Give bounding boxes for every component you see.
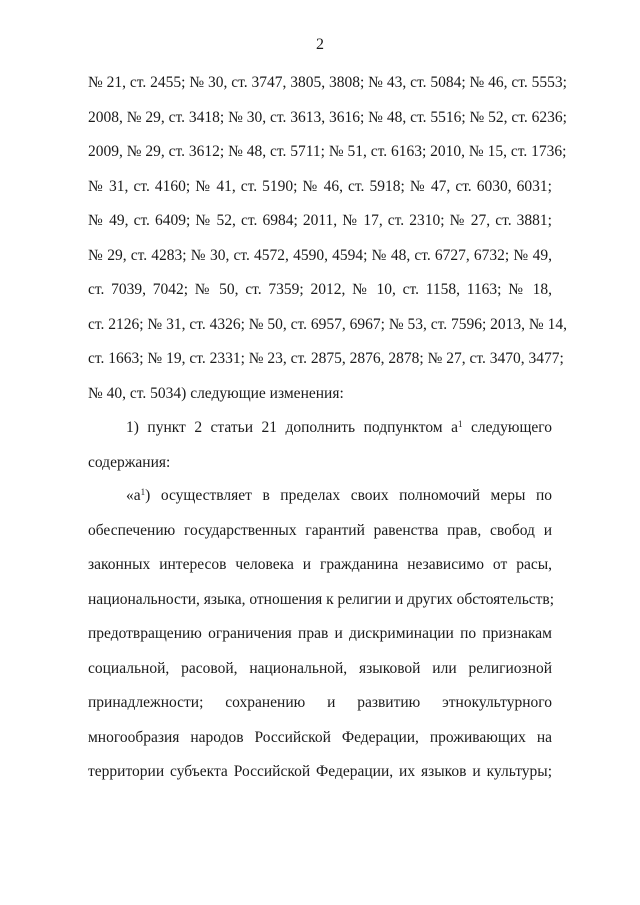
superscript: 1	[457, 419, 463, 429]
citation-line: 2008, № 29, ст. 3418; № 30, ст. 3613, 3616; № 48, ст. 5516; № 52, ст. 6236;	[88, 108, 567, 126]
quote-line: социальной, расовой, национальной, языковой или религиозной	[88, 659, 552, 677]
quote-line: принадлежности; сохранению и развитию этнокультурного	[88, 694, 552, 711]
citation-line: № 29, ст. 4283; № 30, ст. 4572, 4590, 4594; № 48, ст. 6727, 6732; № 49,	[88, 246, 552, 264]
quote-first-line: «$а^1$) осуществляет в пределах своих полномочий меры по	[126, 487, 552, 504]
citation-line: 2009, № 29, ст. 3612; № 48, ст. 5711; № 51, ст. 6163; 2010, № 15, ст. 1736;	[88, 143, 567, 160]
quote-line: предотвращению ограничения прав и дискриминации по признакам	[88, 625, 552, 642]
citation-line: № 31, ст. 4160; № 41, ст. 5190; № 46, ст. 5918; № 47, ст. 6030, 6031;	[88, 177, 552, 195]
item-1-paragraph	[88, 419, 552, 488]
citation-line: ст. 1663; № 19, ст. 2331; № 23, ст. 2875, 2876, 2878; № 27, ст. 3470, 3477;	[88, 350, 564, 367]
superscript: 1	[140, 487, 146, 497]
quote-line: многообразия народов Российской Федерации, проживающих на	[88, 728, 552, 746]
citation-line: ст. 7039, 7042; № 50, ст. 7359; 2012, № 10, ст. 1158, 1163; № 18,	[88, 281, 552, 298]
item-1-line: 1) пункт 2 статьи 21 дополнить подпунктом $а^1$ следующего	[126, 419, 552, 436]
page-number: 2	[316, 36, 324, 53]
citation-line: № 49, ст. 6409; № 52, ст. 6984; 2011, № 17, ст. 2310; № 27, ст. 3881;	[88, 212, 552, 229]
citation-line: ст. 2126; № 31, ст. 4326; № 50, ст. 6957, 6967; № 53, ст. 7596; 2013, № 14,	[88, 315, 567, 333]
quote-line: территории субъекта Российской Федерации, их языков и культуры;	[88, 763, 552, 780]
citation-line: № 21, ст. 2455; № 30, ст. 3747, 3805, 3808; № 43, ст. 5084; № 46, ст. 5553;	[88, 74, 567, 91]
quote-line: законных интересов человека и гражданина независимо от расы,	[88, 556, 552, 573]
item-1-line-2: содержания:	[88, 453, 171, 471]
quoted-subparagraph	[88, 487, 555, 798]
quote-line: национальности, языка, отношения к религии и других обстоятельств;	[88, 590, 555, 608]
legislation-citations-paragraph	[88, 74, 567, 419]
quote-line: обеспечению государственных гарантий равенства прав, свобод и	[88, 521, 552, 539]
citation-end-line: № 40, ст. 5034) следующие изменения:	[88, 384, 344, 402]
